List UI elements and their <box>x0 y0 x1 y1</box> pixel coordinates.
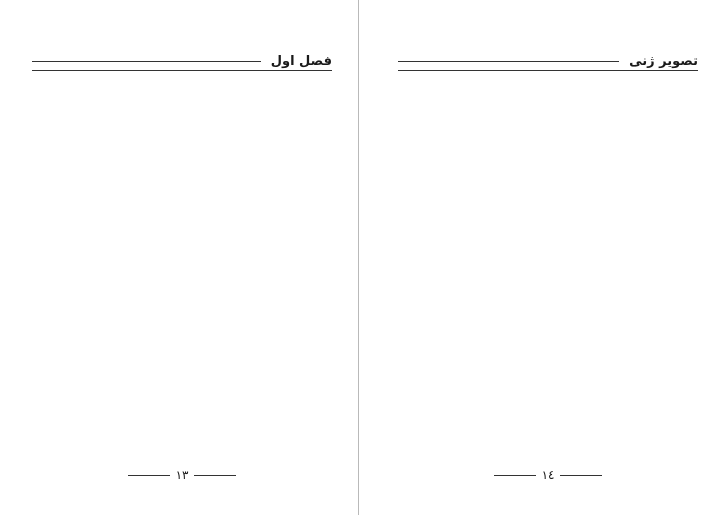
left-page-footer <box>32 466 332 484</box>
left-page <box>32 0 332 515</box>
left-head-underline <box>32 70 332 71</box>
right-head-rule <box>398 61 619 62</box>
right-page-number: ١٤ <box>541 468 555 482</box>
left-text-block <box>32 76 332 466</box>
right-page-footer <box>398 466 698 484</box>
right-book-title: تصویر ژنی <box>629 53 698 69</box>
left-running-head <box>32 52 332 70</box>
right-page <box>398 0 698 515</box>
right-running-head <box>398 52 698 70</box>
right-text-block <box>398 76 698 466</box>
right-head-underline <box>398 70 698 71</box>
left-page-number: ١٣ <box>175 468 189 482</box>
left-chapter-title: فصل اول <box>270 53 332 69</box>
gutter-divider <box>358 0 359 515</box>
left-head-rule <box>32 61 261 62</box>
